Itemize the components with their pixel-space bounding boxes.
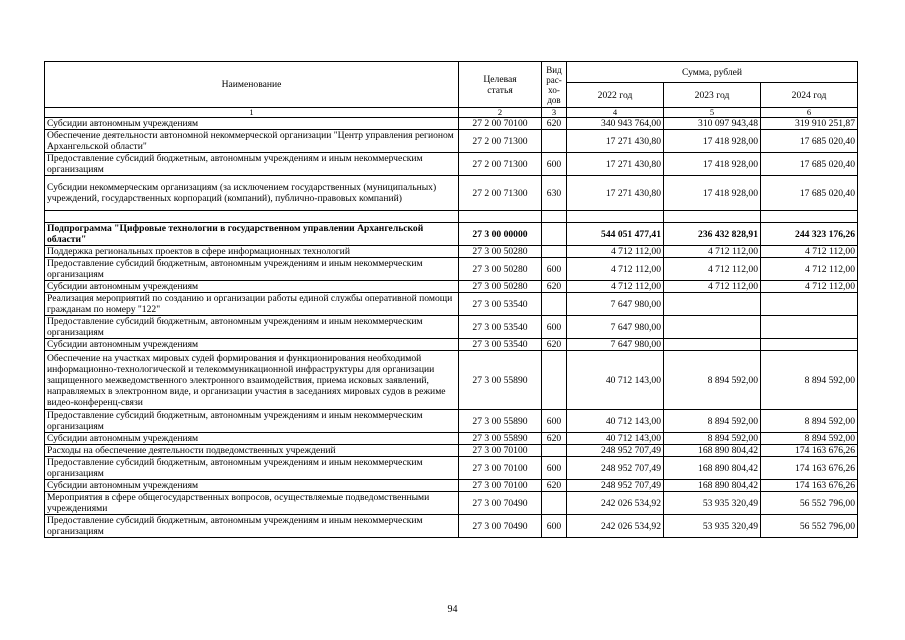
header-name: Наименование bbox=[45, 62, 459, 108]
table-row bbox=[45, 118, 858, 130]
row-amount-2022: 248 952 707,49 bbox=[567, 457, 664, 480]
column-number: 5 bbox=[664, 108, 761, 118]
row-expense-type: 630 bbox=[542, 176, 567, 211]
table-row bbox=[45, 316, 858, 339]
row-expense-type bbox=[542, 492, 567, 515]
row-amount-2022: 7 647 980,00 bbox=[567, 293, 664, 316]
row-expense-type bbox=[542, 211, 567, 223]
row-expense-type: 620 bbox=[542, 281, 567, 293]
row-target-article: 27 3 00 70100 bbox=[459, 480, 542, 492]
row-amount-2023: 168 890 804,42 bbox=[664, 445, 761, 457]
row-amount-2023: 8 894 592,00 bbox=[664, 433, 761, 445]
header-sum: Сумма, рублей bbox=[567, 62, 858, 83]
row-name: Реализация мероприятий по созданию и организации работы единой службы оперативной помощи гражданам по номеру "122" bbox=[45, 293, 459, 316]
row-name: Предоставление субсидий бюджетным, автономным учреждениям и иным некоммерческим организациям bbox=[45, 153, 459, 176]
row-amount-2023: 8 894 592,00 bbox=[664, 351, 761, 410]
row-amount-2022: 248 952 707,49 bbox=[567, 480, 664, 492]
row-amount-2024 bbox=[761, 211, 858, 223]
row-amount-2024: 8 894 592,00 bbox=[761, 433, 858, 445]
row-name: Обеспечение деятельности автономной некоммерческой организации "Центр управления регионом Архангельской области" bbox=[45, 130, 459, 153]
row-target-article bbox=[459, 211, 542, 223]
column-number: 6 bbox=[761, 108, 858, 118]
column-number: 3 bbox=[542, 108, 567, 118]
row-amount-2024: 17 685 020,40 bbox=[761, 153, 858, 176]
row-target-article: 27 3 00 70100 bbox=[459, 445, 542, 457]
row-amount-2023: 310 097 943,48 bbox=[664, 118, 761, 130]
page-number: 94 bbox=[447, 604, 458, 615]
table-row bbox=[45, 211, 858, 223]
row-amount-2023: 4 712 112,00 bbox=[664, 281, 761, 293]
row-amount-2023 bbox=[664, 316, 761, 339]
row-name: Субсидии некоммерческим организациям (за исключением государственных (муниципальных) учреждений, государственных корпораций (компаний), публично-правовых компаний) bbox=[45, 176, 459, 211]
row-name bbox=[45, 211, 459, 223]
table-row bbox=[45, 480, 858, 492]
row-amount-2024: 4 712 112,00 bbox=[761, 258, 858, 281]
row-target-article: 27 3 00 53540 bbox=[459, 316, 542, 339]
column-number: 4 bbox=[567, 108, 664, 118]
row-expense-type: 600 bbox=[542, 153, 567, 176]
row-amount-2024: 8 894 592,00 bbox=[761, 351, 858, 410]
row-target-article: 27 3 00 53540 bbox=[459, 339, 542, 351]
row-name: Предоставление субсидий бюджетным, автономным учреждениям и иным некоммерческим организациям bbox=[45, 258, 459, 281]
table-row bbox=[45, 433, 858, 445]
header-year-2024: 2024 год bbox=[761, 83, 858, 108]
column-number: 2 bbox=[459, 108, 542, 118]
table-row bbox=[45, 351, 858, 410]
row-amount-2022: 242 026 534,92 bbox=[567, 492, 664, 515]
table-row bbox=[45, 492, 858, 515]
row-amount-2024: 17 685 020,40 bbox=[761, 176, 858, 211]
table-row bbox=[45, 457, 858, 480]
row-target-article: 27 2 00 71300 bbox=[459, 130, 542, 153]
row-amount-2022: 17 271 430,80 bbox=[567, 176, 664, 211]
row-name: Предоставление субсидий бюджетным, автономным учреждениям и иным некоммерческим организациям bbox=[45, 457, 459, 480]
row-expense-type bbox=[542, 223, 567, 246]
row-name: Субсидии автономным учреждениям bbox=[45, 433, 459, 445]
row-name: Подпрограмма "Цифровые технологии в государственном управлении Архангельской области" bbox=[45, 223, 459, 246]
row-amount-2022: 40 712 143,00 bbox=[567, 433, 664, 445]
row-amount-2023: 17 418 928,00 bbox=[664, 130, 761, 153]
row-target-article: 27 3 00 55890 bbox=[459, 351, 542, 410]
row-target-article: 27 3 00 70100 bbox=[459, 457, 542, 480]
row-amount-2024: 174 163 676,26 bbox=[761, 445, 858, 457]
row-target-article: 27 2 00 71300 bbox=[459, 153, 542, 176]
table-row bbox=[45, 410, 858, 433]
row-expense-type: 620 bbox=[542, 118, 567, 130]
row-amount-2024: 56 552 796,00 bbox=[761, 492, 858, 515]
row-name: Субсидии автономным учреждениям bbox=[45, 118, 459, 130]
row-amount-2023 bbox=[664, 339, 761, 351]
row-amount-2023 bbox=[664, 211, 761, 223]
row-target-article: 27 3 00 50280 bbox=[459, 258, 542, 281]
row-amount-2023: 236 432 828,91 bbox=[664, 223, 761, 246]
row-amount-2022: 17 271 430,80 bbox=[567, 153, 664, 176]
row-target-article: 27 3 00 50280 bbox=[459, 281, 542, 293]
row-amount-2024: 17 685 020,40 bbox=[761, 130, 858, 153]
header-expense-type: Вид рас- хо- дов bbox=[542, 62, 567, 108]
row-expense-type: 600 bbox=[542, 258, 567, 281]
row-name: Расходы на обеспечение деятельности подведомственных учреждений bbox=[45, 445, 459, 457]
row-amount-2022: 544 051 477,41 bbox=[567, 223, 664, 246]
row-amount-2022: 17 271 430,80 bbox=[567, 130, 664, 153]
row-target-article: 27 3 00 50280 bbox=[459, 246, 542, 258]
row-name: Предоставление субсидий бюджетным, автономным учреждениям и иным некоммерческим организациям bbox=[45, 316, 459, 339]
row-name: Поддержка региональных проектов в сфере информационных технологий bbox=[45, 246, 459, 258]
row-amount-2024: 174 163 676,26 bbox=[761, 457, 858, 480]
row-name: Предоставление субсидий бюджетным, автономным учреждениям и иным некоммерческим организациям bbox=[45, 410, 459, 433]
row-amount-2024: 174 163 676,26 bbox=[761, 480, 858, 492]
column-number-row bbox=[45, 108, 858, 118]
row-amount-2023: 17 418 928,00 bbox=[664, 153, 761, 176]
row-amount-2024 bbox=[761, 316, 858, 339]
table-row bbox=[45, 176, 858, 211]
row-amount-2024: 56 552 796,00 bbox=[761, 515, 858, 538]
row-expense-type: 600 bbox=[542, 316, 567, 339]
row-amount-2024: 319 910 251,87 bbox=[761, 118, 858, 130]
table-row bbox=[45, 515, 858, 538]
row-amount-2022: 4 712 112,00 bbox=[567, 258, 664, 281]
row-name: Предоставление субсидий бюджетным, автономным учреждениям и иным некоммерческим организациям bbox=[45, 515, 459, 538]
row-amount-2022: 7 647 980,00 bbox=[567, 339, 664, 351]
row-amount-2022: 340 943 764,00 bbox=[567, 118, 664, 130]
row-amount-2024: 8 894 592,00 bbox=[761, 410, 858, 433]
row-amount-2022 bbox=[567, 211, 664, 223]
row-expense-type bbox=[542, 293, 567, 316]
table-row bbox=[45, 223, 858, 246]
row-amount-2023: 4 712 112,00 bbox=[664, 246, 761, 258]
row-amount-2022: 7 647 980,00 bbox=[567, 316, 664, 339]
table-row bbox=[45, 130, 858, 153]
row-target-article: 27 2 00 70100 bbox=[459, 118, 542, 130]
header-year-2022: 2022 год bbox=[567, 83, 664, 108]
row-name: Субсидии автономным учреждениям bbox=[45, 480, 459, 492]
row-amount-2022: 248 952 707,49 bbox=[567, 445, 664, 457]
row-amount-2022: 4 712 112,00 bbox=[567, 246, 664, 258]
row-expense-type: 620 bbox=[542, 480, 567, 492]
row-expense-type bbox=[542, 351, 567, 410]
row-target-article: 27 3 00 70490 bbox=[459, 492, 542, 515]
row-amount-2023: 168 890 804,42 bbox=[664, 480, 761, 492]
table-row bbox=[45, 258, 858, 281]
row-amount-2022: 40 712 143,00 bbox=[567, 351, 664, 410]
row-expense-type: 600 bbox=[542, 515, 567, 538]
row-amount-2023: 53 935 320,49 bbox=[664, 492, 761, 515]
row-amount-2023: 8 894 592,00 bbox=[664, 410, 761, 433]
column-number: 1 bbox=[45, 108, 459, 118]
row-amount-2023: 4 712 112,00 bbox=[664, 258, 761, 281]
row-expense-type: 600 bbox=[542, 457, 567, 480]
table-row bbox=[45, 281, 858, 293]
row-name: Обеспечение на участках мировых судей формирования и функционирования необходимой информационно-технологической и телекоммуникационной инфраструктуры для организации защищенного межведомственного электронного взаимодействия, приема исковых заявлений, направляемых в электронном виде, и организации участия в заседаниях мировых судов в режиме видео-конференц-связи bbox=[45, 351, 459, 410]
table-row bbox=[45, 339, 858, 351]
row-name: Субсидии автономным учреждениям bbox=[45, 281, 459, 293]
row-amount-2023: 168 890 804,42 bbox=[664, 457, 761, 480]
row-target-article: 27 2 00 71300 bbox=[459, 176, 542, 211]
row-amount-2023: 53 935 320,49 bbox=[664, 515, 761, 538]
row-amount-2022: 242 026 534,92 bbox=[567, 515, 664, 538]
row-expense-type: 620 bbox=[542, 339, 567, 351]
row-target-article: 27 3 00 53540 bbox=[459, 293, 542, 316]
table-row bbox=[45, 293, 858, 316]
header-target-article: Целевая статья bbox=[459, 62, 542, 108]
row-target-article: 27 3 00 55890 bbox=[459, 433, 542, 445]
row-amount-2024 bbox=[761, 293, 858, 316]
row-name: Мероприятия в сфере общегосударственных вопросов, осуществляемые подведомственными учреждениями bbox=[45, 492, 459, 515]
row-amount-2024 bbox=[761, 339, 858, 351]
row-amount-2024: 4 712 112,00 bbox=[761, 281, 858, 293]
row-amount-2024: 244 323 176,26 bbox=[761, 223, 858, 246]
row-target-article: 27 3 00 55890 bbox=[459, 410, 542, 433]
budget-table bbox=[44, 61, 858, 538]
row-expense-type bbox=[542, 246, 567, 258]
table-row bbox=[45, 445, 858, 457]
row-amount-2022: 4 712 112,00 bbox=[567, 281, 664, 293]
row-amount-2023: 17 418 928,00 bbox=[664, 176, 761, 211]
row-expense-type: 600 bbox=[542, 410, 567, 433]
row-expense-type: 620 bbox=[542, 433, 567, 445]
header-year-2023: 2023 год bbox=[664, 83, 761, 108]
row-expense-type bbox=[542, 130, 567, 153]
row-target-article: 27 3 00 70490 bbox=[459, 515, 542, 538]
row-amount-2024: 4 712 112,00 bbox=[761, 246, 858, 258]
row-amount-2023 bbox=[664, 293, 761, 316]
row-amount-2022: 40 712 143,00 bbox=[567, 410, 664, 433]
row-expense-type bbox=[542, 445, 567, 457]
table-row bbox=[45, 246, 858, 258]
row-name: Субсидии автономным учреждениям bbox=[45, 339, 459, 351]
table-row bbox=[45, 153, 858, 176]
row-target-article: 27 3 00 00000 bbox=[459, 223, 542, 246]
